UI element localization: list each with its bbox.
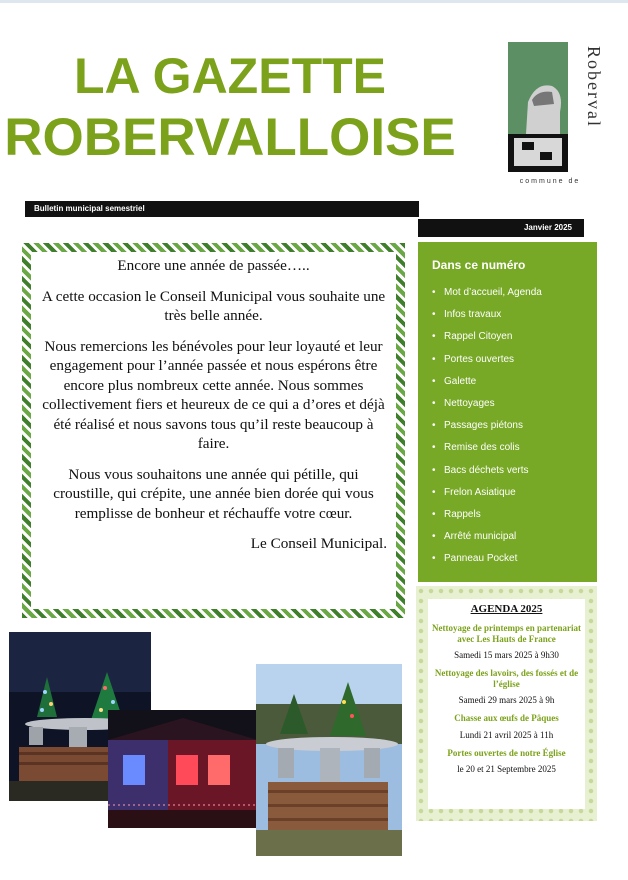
agenda-event-title: Nettoyage des lavoirs, des fossés et de l’église bbox=[434, 668, 579, 689]
top-border bbox=[0, 0, 628, 3]
toc-item: • Rappel Citoyen bbox=[432, 326, 592, 348]
toc-item: • Remise des colis bbox=[432, 437, 592, 459]
agenda-event-date: Samedi 15 mars 2025 à 9h30 bbox=[454, 650, 559, 660]
logo-text: Roberval bbox=[584, 46, 604, 128]
subtitle-bar: Bulletin municipal semestriel bbox=[25, 201, 419, 217]
photo-daytime-sculpture bbox=[256, 664, 402, 856]
agenda-event-title: Nettoyage de printemps en partenariat avec Les Hauts de France bbox=[432, 623, 581, 644]
agenda-title: AGENDA 2025 bbox=[470, 603, 543, 615]
toc-title: Dans ce numéro bbox=[432, 258, 526, 272]
agenda-box bbox=[416, 586, 597, 821]
toc-list bbox=[432, 282, 592, 570]
letter-paragraph: Nous vous souhaitons une année qui pétille, qui croustille, qui crépite, une année bien dorée qui vous remplisse de bonheur et réchauffe votre cœur. bbox=[53, 465, 374, 522]
agenda-event-title: Portes ouvertes de notre Église bbox=[447, 747, 566, 758]
masthead-title-line2: ROBERVALLOISE bbox=[4, 108, 456, 167]
letter-paragraph: A cette occasion le Conseil Municipal vous souhaite une très belle année. bbox=[41, 287, 386, 324]
toc-item: • Mot d’accueil, Agenda bbox=[432, 282, 592, 304]
toc-item: • Galette bbox=[432, 371, 592, 393]
toc-item: • Passages piétons bbox=[432, 415, 592, 437]
issue-date-bar: Janvier 2025 bbox=[418, 219, 584, 237]
agenda-event-date: le 20 et 21 Septembre 2025 bbox=[457, 764, 556, 774]
commune-logo bbox=[508, 42, 604, 172]
toc-item: • Nettoyages bbox=[432, 393, 592, 415]
agenda-event-date: Samedi 29 mars 2025 à 9h bbox=[458, 695, 555, 705]
letter-paragraph: Nous remercions les bénévoles pour leur loyauté et leur engagement pour l’année passée et nous espérons être encore plus nombreux cette année. Nous sommes collectivement fiers et heureux de ce qui a d’ores et déjà été réalisé et nous savons tous qu’il reste beaucoup à faire. bbox=[42, 337, 385, 452]
toc-item: • Arrêté municipal bbox=[432, 526, 592, 548]
logo-caption: commune de bbox=[519, 178, 581, 185]
toc-item: • Portes ouvertes bbox=[432, 349, 592, 371]
photo-lit-building bbox=[108, 710, 258, 828]
toc-item: • Bacs déchets verts bbox=[432, 460, 592, 482]
agenda-event-title: Chasse aux œufs de Pâques bbox=[454, 713, 559, 723]
letter-signature: Le Conseil Municipal. bbox=[250, 535, 387, 552]
agenda-event-date: Lundi 21 avril 2025 à 11h bbox=[459, 729, 554, 740]
toc-item: • Frelon Asiatique bbox=[432, 482, 592, 504]
masthead-title-line1: LA GAZETTE bbox=[73, 48, 386, 104]
table-of-contents bbox=[418, 242, 597, 582]
toc-item: • Panneau Pocket bbox=[432, 548, 592, 570]
letter-paragraph: Encore une année de passée….. bbox=[117, 257, 310, 274]
welcome-letter bbox=[22, 243, 405, 618]
toc-item: • Rappels bbox=[432, 504, 592, 526]
toc-item: • Infos travaux bbox=[432, 304, 592, 326]
